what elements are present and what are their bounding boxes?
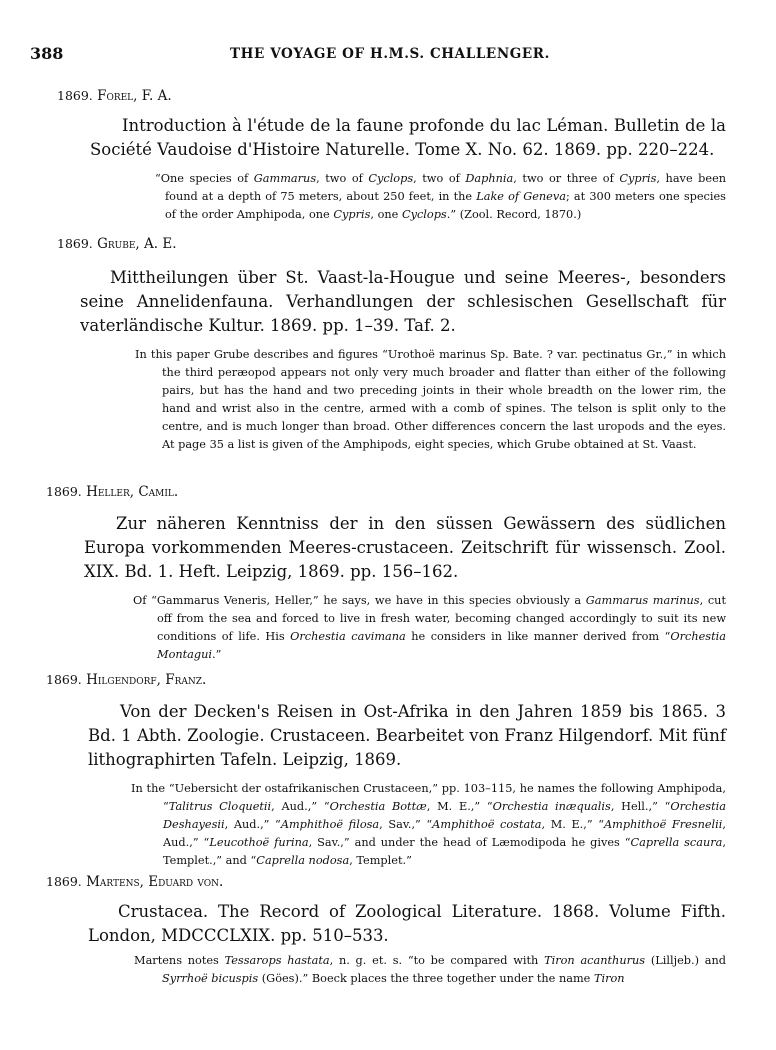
entry-author: Forel, F. A. xyxy=(97,88,172,104)
bibliography-entry xyxy=(0,672,776,870)
entry-year: 1869. xyxy=(46,484,82,499)
entry-title: Crustacea. The Record of Zoological Literature. 1868. Volume Fifth. London, MDCCCLXIX. pp. 510–533. xyxy=(88,902,726,945)
entry-year: 1869. xyxy=(46,672,82,687)
entry-title: Von der Decken's Reisen in Ost-Afrika in den Jahren 1859 bis 1865. 3 Bd. 1 Abth. Zoologie. Crustaceen. Bearbeitet von Franz Hilgendorf. Mit fünf lithographirten Tafeln. Leipzig, 1869. xyxy=(88,702,726,769)
entry-heading xyxy=(0,484,776,500)
entry-note: Martens notes Tessarops hastata, n. g. et. s. “to be compared with Tiron acanthurus (Lilljeb.) and Syrrhoë bicuspis (Göes).” Boeck places the three together under the name Tiron xyxy=(134,954,726,985)
page-number: 388 xyxy=(30,44,64,63)
entry-author: Heller, Camil. xyxy=(86,484,179,500)
entry-note: Of “Gammarus Veneris, Heller,” he says, we have in this species obviously a Gammarus marinus, cut off from the sea and forced to live in fresh water, becoming changed accordingly to suit its new conditions of life. His Orchestia cavimana he considers in like manner derived from “Orchestia Montagui.” xyxy=(133,594,726,661)
page-header xyxy=(30,44,746,68)
entry-note: “One species of Gammarus, two of Cyclops, two of Daphnia, two or three of Cypris, have been found at a depth of 75 meters, about 250 feet, in the Lake of Geneva; at 300 meters one species of the order Amphipoda, one Cypris, one Cyclops.” (Zool. Record, 1870.) xyxy=(155,172,727,221)
bibliography-entry xyxy=(0,236,776,454)
entry-author: Grube, A. E. xyxy=(97,236,177,252)
entry-heading xyxy=(0,874,776,890)
entry-year: 1869. xyxy=(46,874,82,889)
entry-title: Mittheilungen über St. Vaast-la-Hougue und seine Meeres-, besonders seine Annelidenfauna. Verhandlungen der schlesischen Gesellschaft für vaterländische Kultur. 1869. pp. 1–39. Taf. 2. xyxy=(80,268,726,335)
running-head: THE VOYAGE OF H.M.S. CHALLENGER. xyxy=(230,46,550,62)
entry-author: Martens, Eduard von. xyxy=(86,874,224,890)
bibliography-entry xyxy=(0,484,776,664)
entry-year: 1869. xyxy=(57,236,93,251)
entry-title: Introduction à l'étude de la faune profonde du lac Léman. Bulletin de la Société Vaudoise d'Histoire Naturelle. Tome X. No. 62. 1869. pp. 220–224. xyxy=(90,116,726,159)
entry-author: Hilgendorf, Franz. xyxy=(86,672,207,688)
entry-heading xyxy=(0,672,776,688)
entry-note: In this paper Grube describes and figures “Urothoë marinus Sp. Bate. ? var. pectinatus Gr.,” in which the third peræopod appears not only very much broader and flatter than either of the following pairs, but has the hand and two preceding joints in their whole breadth on the lower rim, the hand and wrist also in the centre, armed with a comb of spines. The telson is split only to the centre, and is much longer than broad. Other differences concern the last uropods and the eyes. At page 35 a list is given of the Amphipods, eight species, which Grube obtained at St. Vaast. xyxy=(135,348,726,451)
bibliography-entry xyxy=(0,88,776,224)
entry-note: In the “Uebersicht der ostafrikanischen Crustaceen,” pp. 103–115, he names the following Amphipoda, “Talitrus Cloquetii, Aud.,” “Orchestia Bottæ, M. E.,” “Orchestia inæqualis, Hell.,” “Orchestia Deshayesii, Aud.,” “Amphithoë filosa, Sav.,” “Amphithoë costata, M. E.,” “Amphithoë Fresnelii, Aud.,” “Leucothoë furina, Sav.,” and under the head of Læmodipoda he gives “Caprella scaura, Templet.,” and “Caprella nodosa, Templet.” xyxy=(131,782,726,867)
entry-year: 1869. xyxy=(57,88,93,103)
entry-title: Zur näheren Kenntniss der in den süssen Gewässern des südlichen Europa vorkommenden Meeres-crustaceen. Zeitschrift für wissensch. Zool. XIX. Bd. 1. Heft. Leipzig, 1869. pp. 156–162. xyxy=(84,514,726,581)
entry-heading xyxy=(0,236,776,252)
entry-heading xyxy=(0,88,776,104)
bibliography-entry xyxy=(0,874,776,988)
